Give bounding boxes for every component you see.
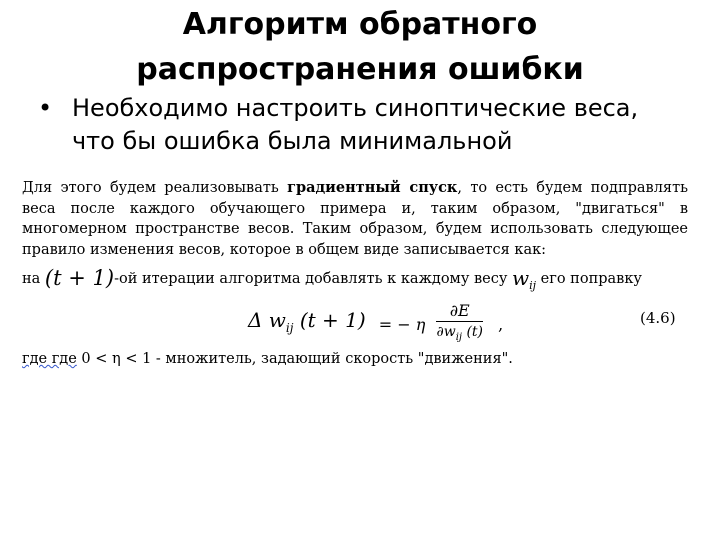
formula-denominator-subscript: ij xyxy=(455,331,462,343)
iteration-index: (t + 1) xyxy=(44,266,115,290)
formula-lhs xyxy=(248,296,366,352)
weight-update-formula xyxy=(248,296,503,344)
formula-denominator-argument: (t) xyxy=(466,323,484,340)
formula-fraction xyxy=(436,301,483,348)
weight-subscript: ij xyxy=(529,279,537,292)
bullet-line-1: Необходимо настроить синоптические веса, xyxy=(72,94,639,122)
bullet-icon: • xyxy=(38,94,53,122)
formula-denominator xyxy=(436,322,483,348)
formula-equals-eta: = − η xyxy=(378,314,426,334)
eta-description: 0 < η < 1 - множитель, задающий скорость "движения". xyxy=(76,351,513,367)
slide-title xyxy=(0,2,720,92)
slide-title-line-2: распространения ошибки xyxy=(136,52,584,87)
iteration-line xyxy=(22,262,688,294)
duplicated-word: где где xyxy=(22,351,77,367)
weight-symbol: w xyxy=(511,266,530,290)
formula-numerator: ∂E xyxy=(436,301,483,322)
iteration-prefix: на xyxy=(22,271,41,287)
formula-denominator-w: ∂w xyxy=(436,323,456,340)
paragraph-text-rest: , то есть будем подправлять веса после каждого обучающего примера и, таким образом, "двигаться" в многомерном пространстве весов. Таким образом, будем использовать следующее правило изменения весов, которое в общем виде записывается как: xyxy=(22,180,688,258)
eta-description-line xyxy=(22,349,688,369)
bullet-point xyxy=(38,92,698,158)
gradient-descent-term: градиентный спуск xyxy=(287,179,458,196)
equation-number: (4.6) xyxy=(640,309,676,327)
bullet-line-2: что бы ошибка была минимальной xyxy=(72,127,513,155)
scanned-paragraph xyxy=(22,178,688,260)
slide-title-line-1: Алгоритм обратного xyxy=(182,7,538,42)
formula-comma: , xyxy=(498,314,504,334)
iteration-suffix: его поправку xyxy=(540,271,642,287)
formula-delta-w: Δ w xyxy=(248,308,286,332)
paragraph-text-start: Для этого будем реализовывать xyxy=(22,180,288,196)
iteration-text: -ой итерации алгоритма добавлять к каждому весу xyxy=(114,271,508,287)
formula-lhs-argument: (t + 1) xyxy=(299,308,366,332)
formula-lhs-subscript: ij xyxy=(285,321,294,335)
